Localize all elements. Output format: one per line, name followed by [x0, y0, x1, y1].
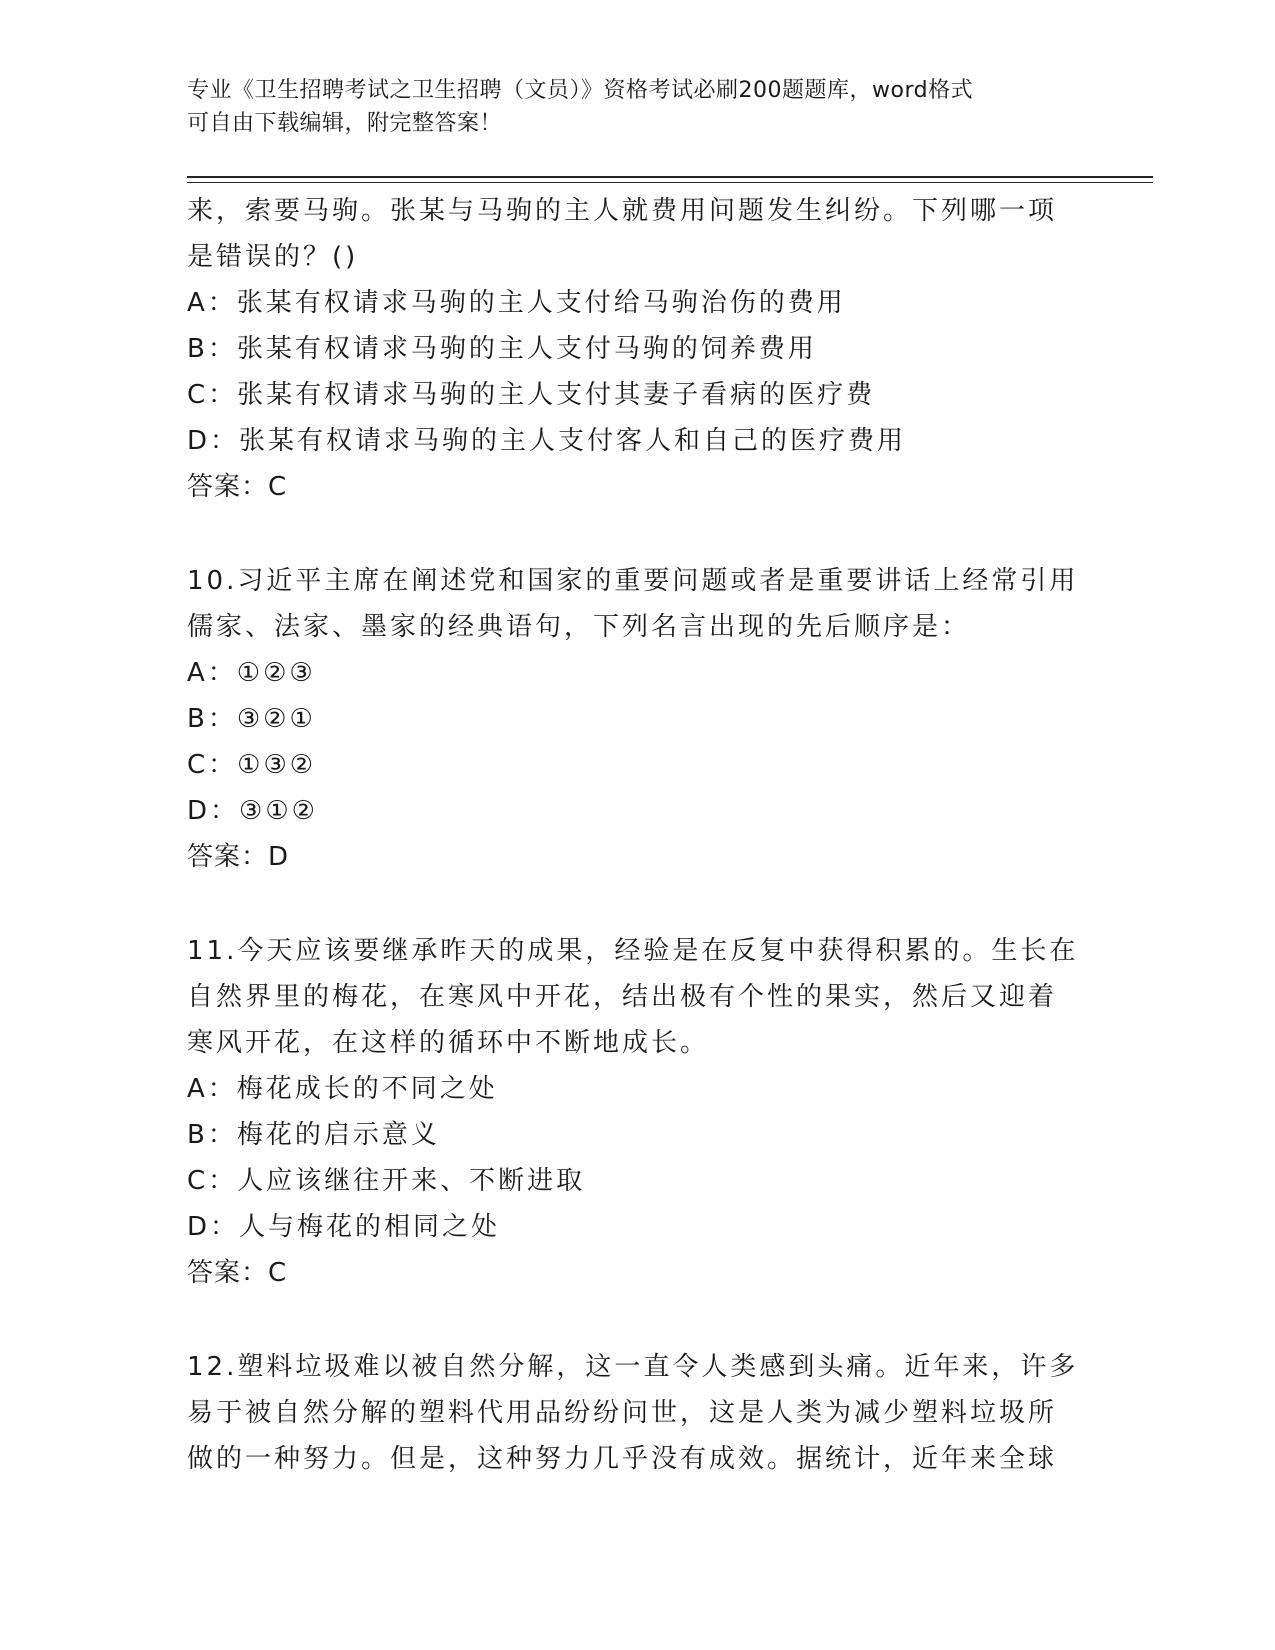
question-stem-line: 来，索要马驹。张某与马驹的主人就费用问题发生纠纷。下列哪一项: [187, 196, 1058, 226]
header-line-2: 可自由下载编辑，附完整答案！: [187, 111, 503, 136]
option-a: A：①②③: [187, 658, 316, 688]
answer-line: 答案：C: [187, 472, 288, 502]
question-stem-line: 寒风开花，在这样的循环中不断地成长。: [187, 1028, 710, 1058]
header-rule-thick: [187, 176, 1153, 178]
question-11: [187, 928, 1087, 1296]
document-body: [187, 188, 1087, 1482]
question-stem-line: 是错误的？(): [187, 242, 359, 272]
question-12: [187, 1344, 1087, 1482]
question-stem-line: 12.塑料垃圾难以被自然分解，这一直令人类感到头痛。近年来，许多: [187, 1352, 1079, 1382]
option-d: D：张某有权请求马驹的主人支付客人和自己的医疗费用: [187, 426, 907, 456]
option-c: C：张某有权请求马驹的主人支付其妻子看病的医疗费: [187, 380, 876, 410]
question-stem-line: 11.今天应该要继承昨天的成果，经验是在反复中获得积累的。生长在: [187, 936, 1079, 966]
option-d: D：③①②: [187, 796, 318, 826]
header-rule-thin: [187, 182, 1153, 183]
option-d: D：人与梅花的相同之处: [187, 1212, 501, 1242]
question-stem-line: 易于被自然分解的塑料代用品纷纷问世，这是人类为减少塑料垃圾所: [187, 1398, 1058, 1428]
question-10: [187, 558, 1087, 880]
option-c: C：①③②: [187, 750, 317, 780]
document-header: [187, 74, 1067, 140]
header-line-1: 专业《卫生招聘考试之卫生招聘（文员）》资格考试必刷200题题库，word格式: [187, 78, 974, 103]
question-stem-line: 自然界里的梅花，在寒风中开花，结出极有个性的果实，然后又迎着: [187, 982, 1058, 1012]
question-9: [187, 188, 1087, 510]
option-a: A：梅花成长的不同之处: [187, 1074, 498, 1104]
option-b: B：张某有权请求马驹的主人支付马驹的饲养费用: [187, 334, 817, 364]
answer-line: 答案：C: [187, 1258, 288, 1288]
option-b: B：③②①: [187, 704, 316, 734]
question-stem-line: 儒家、法家、墨家的经典语句，下列名言出现的先后顺序是：: [187, 612, 971, 642]
option-a: A：张某有权请求马驹的主人支付给马驹治伤的费用: [187, 288, 846, 318]
option-c: C：人应该继往开来、不断进取: [187, 1166, 586, 1196]
option-b: B：梅花的启示意义: [187, 1120, 440, 1150]
question-stem-line: 10.习近平主席在阐述党和国家的重要问题或者是重要讲话上经常引用: [187, 566, 1079, 596]
answer-line: 答案：D: [187, 842, 290, 872]
question-stem-line: 做的一种努力。但是，这种努力几乎没有成效。据统计，近年来全球: [187, 1444, 1058, 1474]
